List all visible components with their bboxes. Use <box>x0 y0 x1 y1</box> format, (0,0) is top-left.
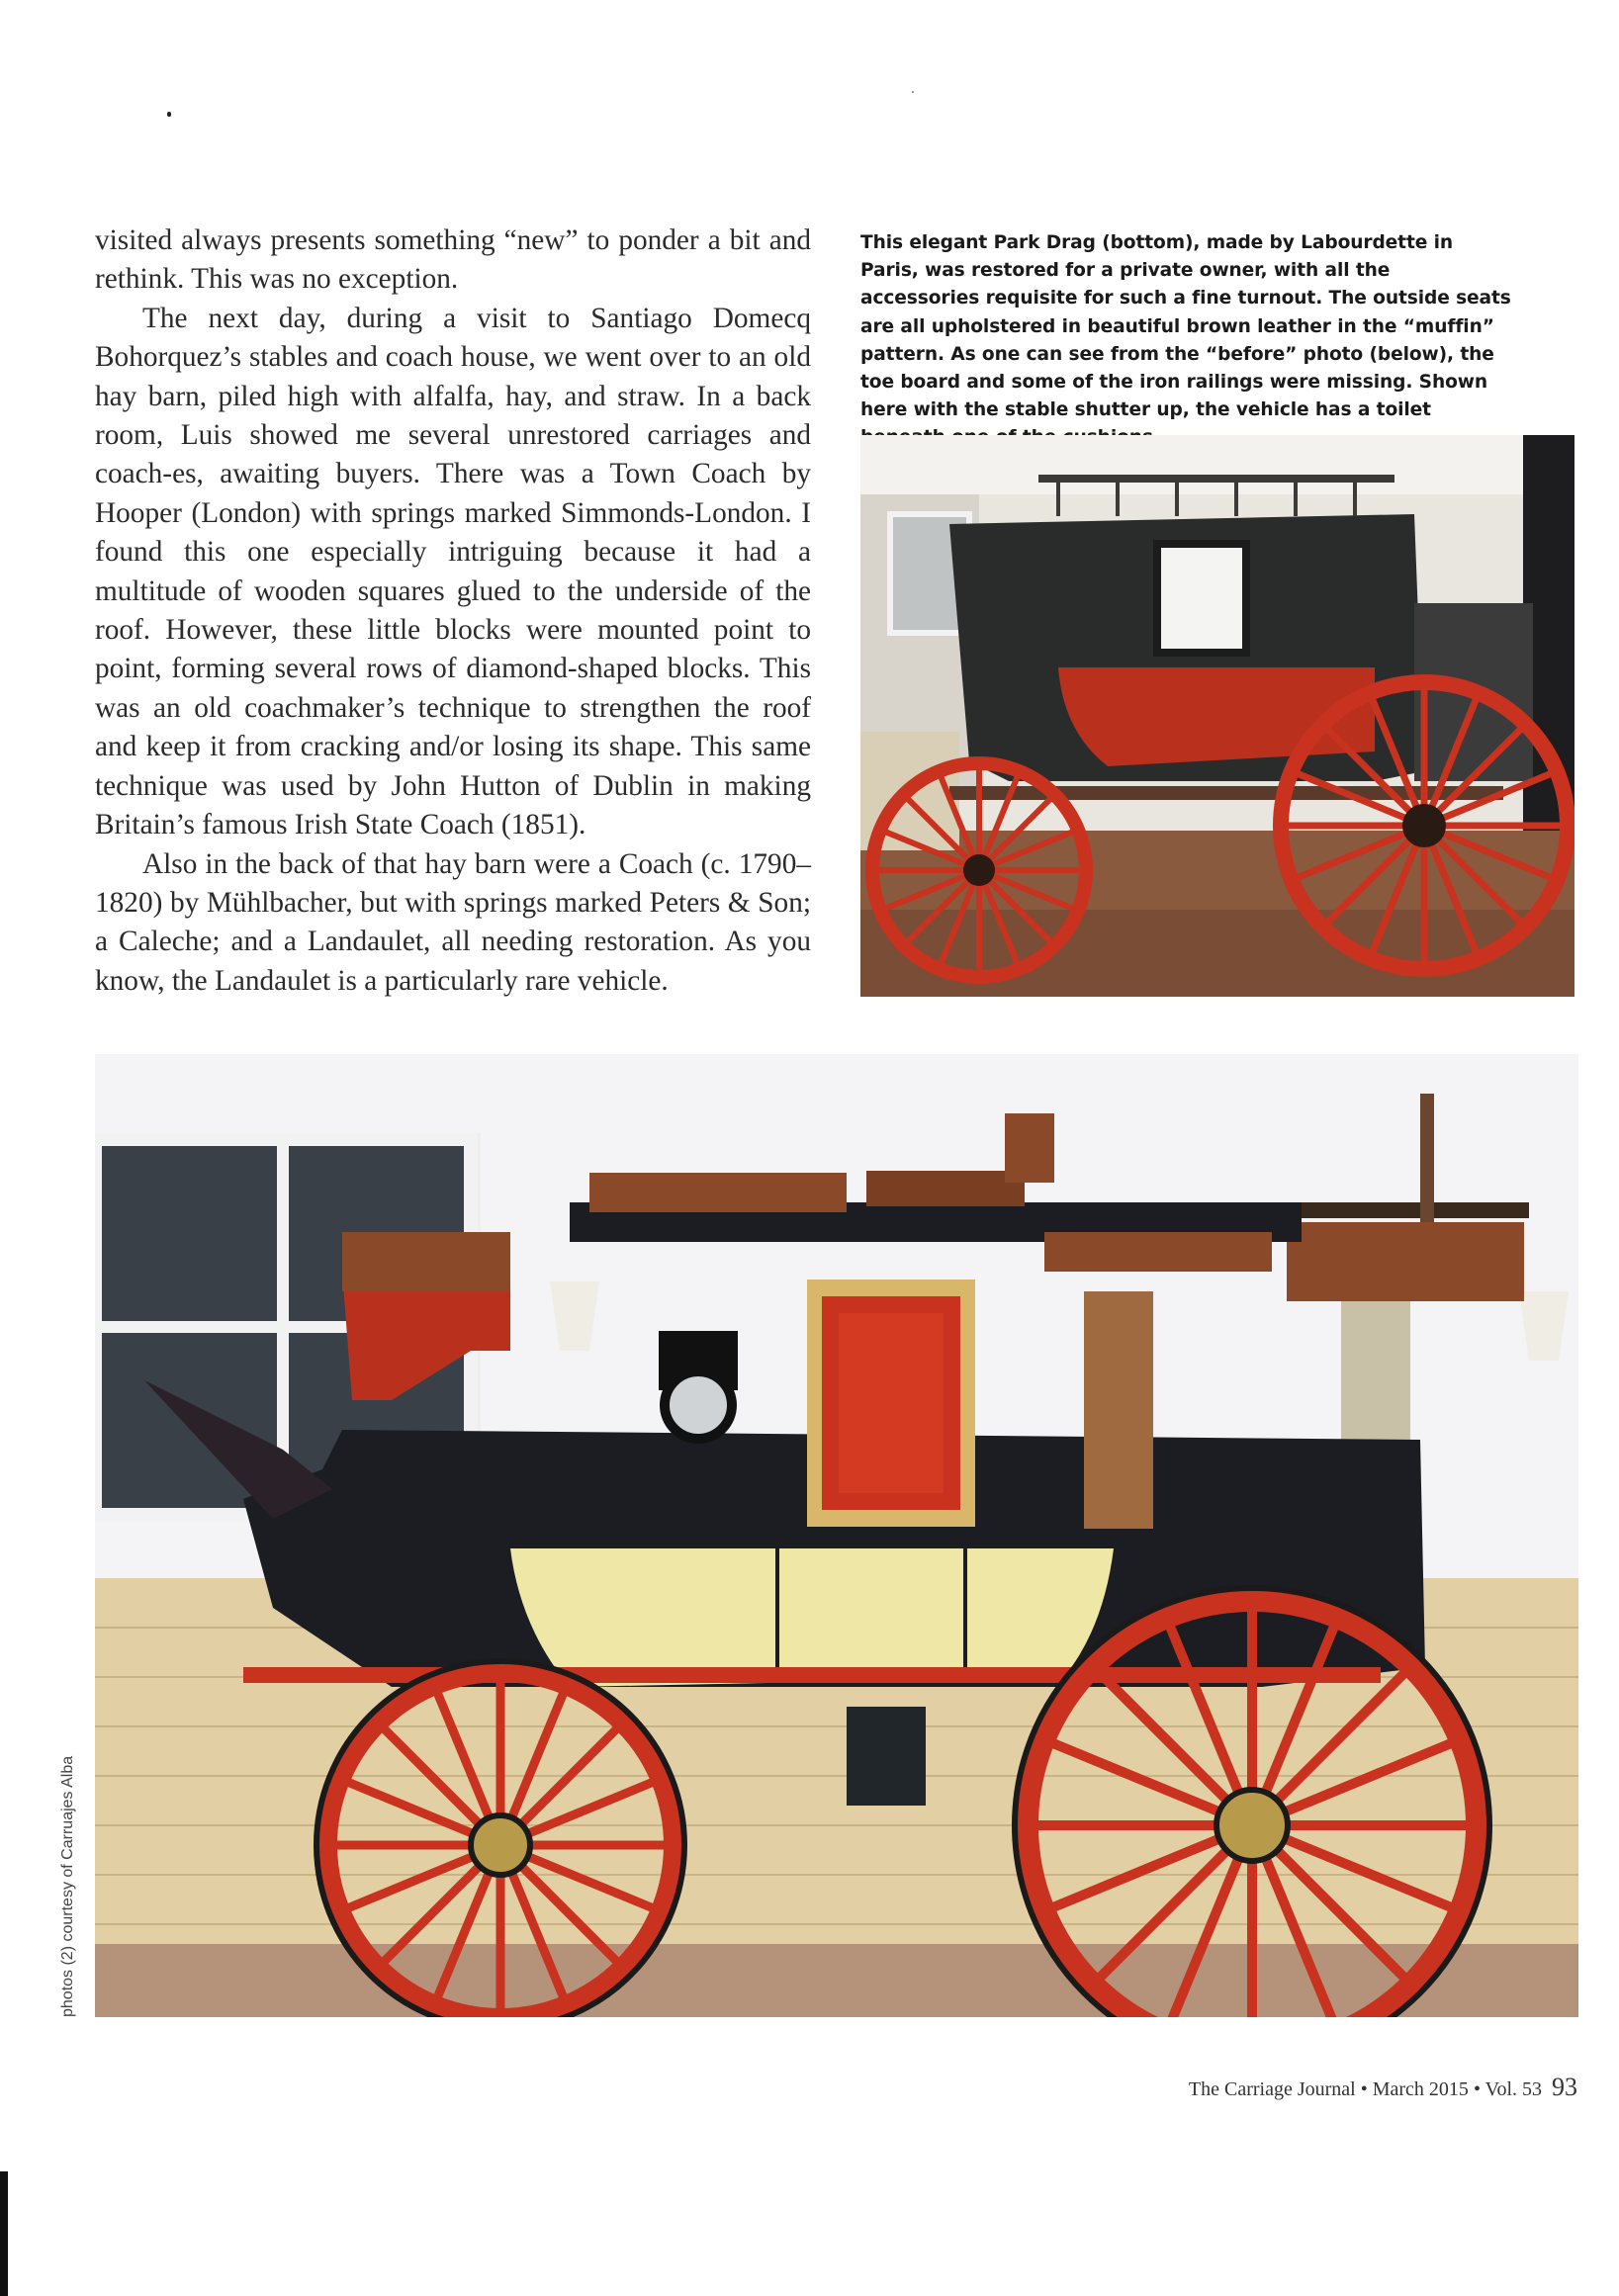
paragraph-3: Also in the back of that hay barn were a Coach (c. 1790–1820) by Mühlbacher, but with springs marked Peters & Son; a Caleche; and a Landaulet, all needing restoration. As you know, the Landaulet is a particularly rare vehicle. <box>95 847 811 997</box>
footer-separator: • <box>1468 2078 1485 2100</box>
photo-caption: This elegant Park Drag (bottom), made by Labourdette in Paris, was restored for a private owner, with all the accessories requisite for such a fine turnout. The outside seats are all upholstered in beautiful brown leather in the “muffin” pattern. As one can see from the “before” photo (below), the toe board and some of the iron railings were missing. Shown here with the stable shutter up, the vehicle has a toilet <box>860 232 1511 421</box>
page-footer <box>1189 2073 1577 2102</box>
scan-speck <box>912 91 914 93</box>
issue-date: March 2015 <box>1372 2078 1469 2100</box>
paragraph-2: The next day, during a visit to Santiago Domecq Bohorquez’s stables and coach house, we went over to an old hay barn, piled high with alfalfa, hay, and straw. In a back room, Luis showed me several unrestored carriages and coach-es, awaiting buyers. There was a Town Coach by Hooper (London) with springs marked Simmonds-London. I found this one especially intriguing because it had a multitude of wooden squares glued to the underside of the roof. However, these little blocks were mounted point to point, forming several rows of diamond-shaped blocks. This was an old coachmaker’s technique to strengthen the roof and keep it from cracking and/or losing its shape. This same technique was used by John Hutton of Dublin in making Britain’s famous Irish State Coach (1851). <box>95 302 811 841</box>
before-rear-wheel <box>1281 682 1568 969</box>
scan-speck <box>167 112 171 117</box>
photo-after <box>95 1054 1578 2017</box>
photo-credit: photos (2) courtesy of Carruajes Alba <box>59 1755 76 2017</box>
scan-edge <box>0 2171 8 2296</box>
before-photo-illustration <box>860 435 1574 997</box>
before-front-wheel <box>872 763 1086 977</box>
photo-before <box>860 435 1574 997</box>
journal-name: The Carriage Journal <box>1188 2078 1356 2100</box>
footer-separator: • <box>1355 2078 1373 2100</box>
volume: Vol. 53 <box>1484 2078 1542 2100</box>
article-body <box>95 221 811 1001</box>
paragraph-1: visited always presents something “new” to ponder a bit and rethink. This was no exception. <box>95 224 811 296</box>
page-number: 93 <box>1552 2073 1577 2101</box>
after-photo-illustration <box>95 1054 1578 2017</box>
